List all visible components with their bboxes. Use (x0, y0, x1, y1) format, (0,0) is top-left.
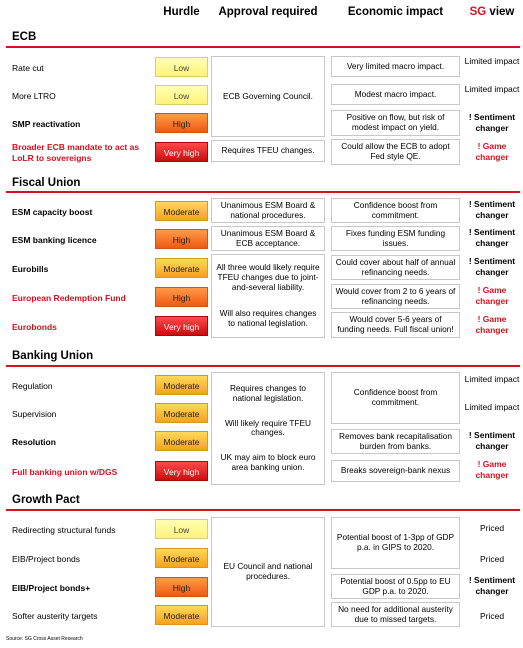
hurdle-badge: Very high (155, 142, 208, 162)
approval-cell-shared: EU Council and national procedures. (211, 517, 325, 627)
hurdle-badge: High (155, 577, 208, 597)
section-divider (6, 365, 520, 367)
approval-cell-shared (211, 372, 325, 485)
approval-text: Will likely require TFEU changes. (224, 417, 312, 438)
approval-cell: Unanimous ESM Board & ECB acceptance. (211, 226, 325, 251)
header-hurdle: Hurdle (163, 6, 200, 18)
impact-cell: Positive on flow, but risk of modest impact on yield. (331, 110, 460, 136)
row-label: Supervision (12, 409, 57, 419)
hurdle-badge: High (155, 287, 208, 307)
row-label: Rate cut (12, 63, 44, 73)
row-label: ESM capacity boost (12, 207, 93, 217)
impact-cell: No need for additional austerity due to missed targets. (331, 602, 460, 627)
hurdle-badge: Moderate (155, 548, 208, 568)
sg-view-cell: Limited impact (464, 374, 520, 384)
section-title-banking-union: Banking Union (12, 350, 94, 362)
sg-view-cell: Limited impact (464, 56, 520, 66)
sg-view-cell: ! Game changer (475, 285, 509, 306)
hurdle-badge: High (155, 229, 208, 249)
sg-view-cell: ! Sentiment changer (468, 256, 516, 277)
approval-cell: Unanimous ESM Board & national procedures. (211, 198, 325, 223)
hurdle-badge: Low (155, 57, 208, 77)
hurdle-badge: Moderate (155, 403, 208, 423)
approval-cell: ECB Governing Council. (211, 56, 325, 137)
sg-view-cell: Limited impact (464, 84, 520, 94)
approval-text: All three would likely require TFEU changes due to joint-and-several liability. (216, 262, 320, 292)
impact-cell: Confidence boost from commitment. (331, 198, 460, 223)
hurdle-badge: Moderate (155, 258, 208, 278)
sg-view-cell: ! Sentiment changer (468, 199, 516, 220)
row-label: Regulation (12, 381, 53, 391)
row-label: Broader ECB mandate to act as LoLR to sovereigns (12, 142, 140, 164)
impact-cell: Could allow the ECB to adopt Fed style QE. (331, 139, 460, 165)
sg-view-cell: ! Sentiment changer (468, 112, 516, 133)
impact-cell: Breaks sovereign-bank nexus (331, 460, 460, 482)
approval-cell: Requires TFEU changes. (211, 140, 325, 162)
hurdle-badge: Moderate (155, 431, 208, 451)
hurdle-badge: Moderate (155, 201, 208, 221)
section-divider (6, 509, 520, 511)
header-impact: Economic impact (347, 6, 444, 18)
header-approval: Approval required (218, 6, 318, 18)
source-note: Source: SG Cross Asset Research (6, 636, 83, 642)
row-label: EIB/Project bonds+ (12, 583, 91, 593)
hurdle-badge: Low (155, 85, 208, 105)
section-title-fiscal-union: Fiscal Union (12, 177, 81, 189)
row-label: Redirecting structural funds (12, 525, 116, 535)
row-label: Eurobills (12, 264, 49, 274)
approval-text: UK may aim to block euro area banking union. (220, 451, 316, 472)
sg-brand: SG (469, 6, 487, 18)
row-label: Full banking union w/DGS (12, 467, 118, 477)
impact-cell: Very limited macro impact. (331, 56, 460, 77)
hurdle-badge: Moderate (155, 375, 208, 395)
sg-view-cell: Priced (479, 554, 505, 564)
row-label: European Redemption Fund (12, 293, 126, 303)
section-divider (6, 191, 520, 193)
approval-text: Will also requires changes to national legislation. (219, 308, 317, 328)
hurdle-badge: Low (155, 519, 208, 539)
impact-cell: Potential boost of 0.5pp to EU GDP p.a. to 2020. (331, 574, 460, 599)
approval-cell-shared (211, 254, 325, 338)
impact-cell: Would cover from 2 to 6 years of refinancing needs. (331, 284, 460, 309)
hurdle-badge: Moderate (155, 605, 208, 625)
sg-view-cell: Limited impact (464, 402, 520, 412)
sg-view-cell: ! Game changer (475, 459, 509, 480)
sg-view-cell: Priced (479, 611, 505, 621)
row-label: More LTRO (12, 91, 56, 101)
impact-cell: Would cover 5-6 years of funding needs. Full fiscal union! (331, 312, 460, 338)
sg-view-label: view (486, 6, 515, 18)
row-label: ESM banking licence (12, 235, 97, 245)
impact-cell-shared: Potential boost of 1-3pp of GDP p.a. in GIPS to 2020. (331, 517, 460, 569)
impact-cell: Could cover about half of annual refinancing needs. (331, 255, 460, 280)
row-label: EIB/Project bonds (12, 554, 81, 564)
sg-view-cell: ! Sentiment changer (468, 430, 516, 451)
approval-text: Requires changes to national legislation. (229, 383, 307, 404)
hurdle-badge: High (155, 113, 208, 133)
sg-view-cell: ! Sentiment changer (468, 227, 516, 248)
row-label: SMP reactivation (12, 119, 81, 129)
impact-cell: Removes bank recapitalisation burden from banks. (331, 429, 460, 454)
impact-cell: Modest macro impact. (331, 84, 460, 105)
row-label: Softer austerity targets (12, 611, 98, 621)
impact-cell-shared: Confidence boost from commitment. (331, 372, 460, 424)
section-divider (6, 46, 520, 48)
sg-view-cell: ! Game changer (475, 314, 509, 335)
section-title-growth-pact: Growth Pact (12, 494, 80, 506)
row-label: Eurobonds (12, 322, 57, 332)
header-sg-view (462, 6, 522, 18)
impact-cell: Fixes funding ESM funding issues. (331, 226, 460, 251)
section-title-ecb: ECB (12, 31, 37, 43)
row-label: Resolution (12, 437, 56, 447)
sg-view-cell: Priced (479, 523, 505, 533)
sg-view-cell: ! Game changer (475, 141, 509, 162)
hurdle-badge: Very high (155, 316, 208, 336)
sg-view-cell: ! Sentiment changer (468, 575, 516, 596)
hurdle-badge: Very high (155, 461, 208, 481)
